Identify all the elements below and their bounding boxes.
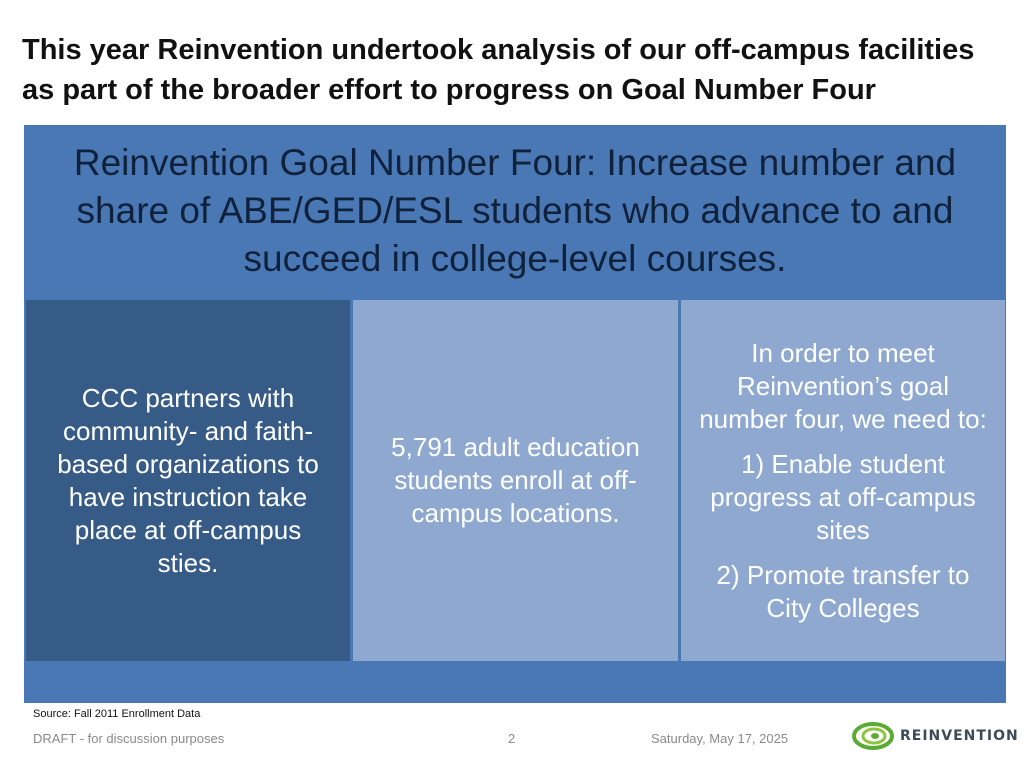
goal-heading: Reinvention Goal Number Four: Increase number and share of ABE/GED/ESL students who advance to and succeed in college-level courses. — [73, 142, 957, 279]
reinvention-logo — [852, 720, 1019, 752]
footer-date: Saturday, May 17, 2025 — [651, 731, 789, 746]
partners-text: CCC partners with community- and faith-based organizations to have instruction take place at off-campus sties. — [57, 382, 319, 578]
source-note: Source: Fall 2011 Enrollment Data — [33, 708, 201, 720]
enrollment-cell — [353, 300, 678, 661]
footer-draft: DRAFT - for discussion purposes — [33, 731, 225, 746]
slide-title: This year Reinvention undertook analysis of our off-campus facilities as part of the broader effort to progress on Goal Number Four — [22, 34, 975, 106]
enrollment-text: 5,791 adult education students enroll at off-campus locations. — [391, 432, 640, 528]
goal-panel — [24, 125, 1006, 703]
need-item-1: 1) Enable student progress at off-campus sites — [710, 448, 976, 545]
reinvention-swirl-icon — [852, 722, 894, 750]
partners-cell — [26, 300, 350, 661]
need-item-2: 2) Promote transfer to City Colleges — [716, 559, 970, 623]
page-number: 2 — [508, 731, 516, 746]
needs-cell — [681, 300, 1005, 661]
logo-text: REINVENTION — [900, 728, 1019, 744]
needs-intro: In order to meet Reinvention’s goal number four, we need to: — [699, 337, 987, 434]
